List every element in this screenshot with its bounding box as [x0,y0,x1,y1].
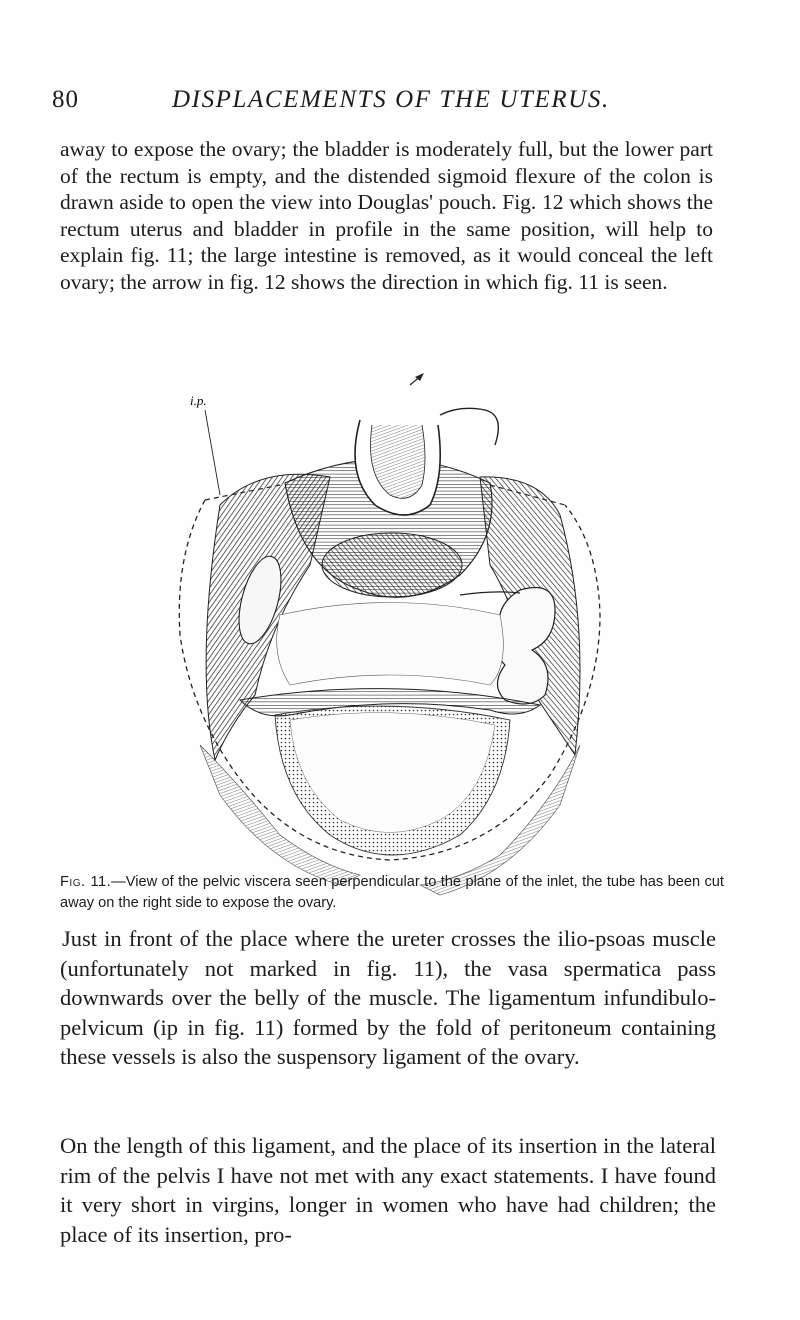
label-ip: i.p. [190,393,207,408]
pelvic-viscera-engraving [160,365,620,910]
page-number: 80 [52,86,79,113]
running-title: DISPLACEMENTS OF THE UTERUS. [172,86,610,113]
body-paragraph-3: On the length of this ligament, and the place of its insertion in the lateral rim of the pelvis I have not met with any exact statements. I have found it very short in virgins, longer in women who have had children; the place of its insertion, pro- [60,1133,716,1247]
figure-caption [60,872,724,914]
figure-11-illustration [160,365,620,910]
page-header [0,86,800,122]
body-paragraph-2: Just in front of the place where the ureter crosses the ilio-psoas muscle (unfortunately not marked in fig. 11), the vasa spermatica pass downwards over the belly of the muscle. The ligamentum infundibulo-pelvicum (ip in fig. 11) formed by the fold of peritoneum containing these vessels is also the suspensory ligament of the ovary. [60,926,716,1069]
body-paragraph-1: away to expose the ovary; the bladder is moderately full, but the lower part of the rectum is empty, and the distended sigmoid flexure of the colon is drawn aside to open the view into Douglas' pouch. Fig. 12 which shows the rectum uterus and bladder in profile in the same position, will help to explain fig. 11; the large intestine is removed, as it would conceal the left ovary; the arrow in fig. 12 shows the direction in which fig. 11 is seen. [60,137,713,294]
caption-text: —View of the pelvic viscera seen perpendicular to the plane of the inlet, the tube has been cut away on the right side to expose the ovary. [60,874,724,911]
caption-label: Fig. 11. [60,874,112,890]
